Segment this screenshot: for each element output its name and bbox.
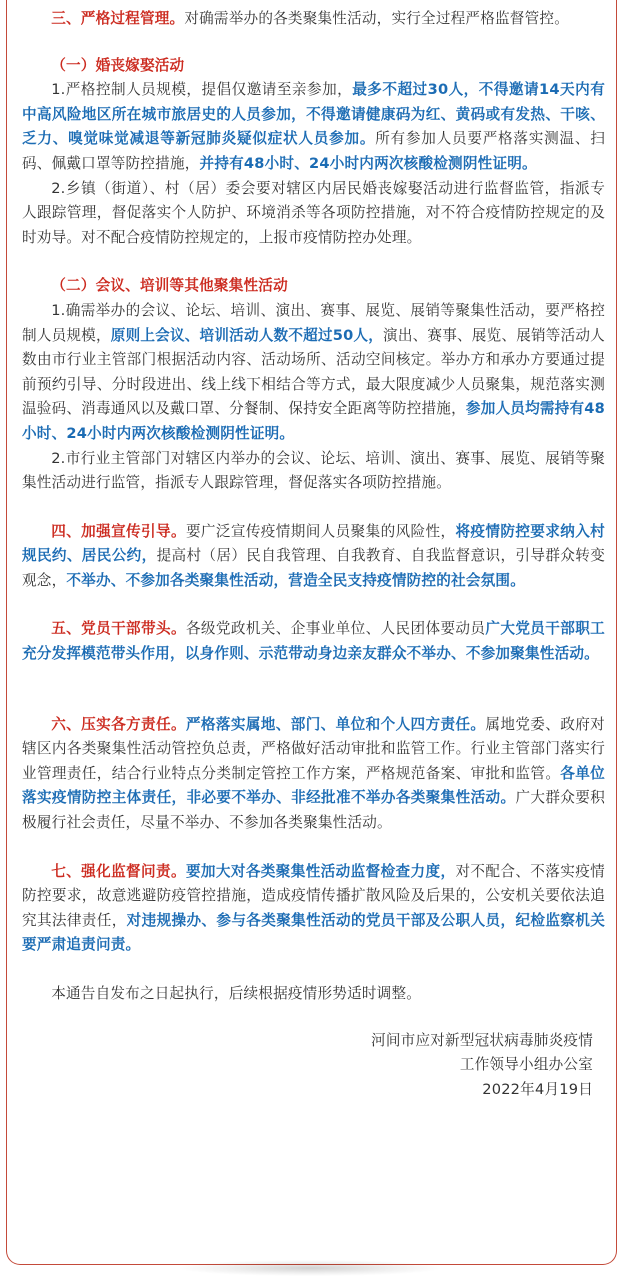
issue-date: 2022年4月19日 xyxy=(482,1080,593,1098)
closing-statement: 本通告自发布之日起执行，后续根据疫情形势适时调整。 xyxy=(51,985,422,1002)
section-6-highlight-a: 严格落实属地、部门、单位和个人四方责任。 xyxy=(185,715,486,733)
section-6-title: 六、压实各方责任。 xyxy=(51,715,186,733)
sub2-p1-text-a: 1.确需举办的会议、论坛、培训、演出、赛事、展览、展销等聚集性活动，要严格控制人员规模， xyxy=(22,301,605,344)
sub1-p1-text-c: 所有参加人员要严格落实测温、扫码、佩戴口罩等防控措施， xyxy=(22,130,605,172)
section-7-text-b: 对不配合、不落实疫情防控要求，故意逃避防疫管控措施，造成疫情传播扩散风险及后果的，公安机关要依法追究其法律责任， xyxy=(22,862,605,929)
sub2-p1-text-c: 演出、赛事、展览、展销等活动人数由市行业主管部门根据活动内容、活动场所、活动空间核定。举办方和承办方要通过提前预约引导、分时段进出、线上线下相结合等方式，最大限度减少人员聚集，规范落实测温验码、消毒通风以及戴口罩、分餐制、保持安全距离等防控措施， xyxy=(22,326,605,418)
section-6-text-b: 属地党委、政府对辖区内各类聚集性活动管控负总责，严格做好活动审批和监管工作。行业主管部门落实行业管理责任，结合行业特点分类制定管控工作方案，严格规范备案、审批和监管。 xyxy=(22,715,605,782)
subsection-1-item-2: 2.乡镇（街道）、村（居）委会要对辖区内居民婚丧嫁娶活动进行监督监管，指派专人跟踪管理，督促落实个人防护、环境消杀等各项防控措施，对不符合疫情防控规定的及时劝导。对不配合疫情防控规定的，上报市疫情防控办处理。 xyxy=(22,179,605,246)
section-4-text-a: 要广泛宣传疫情期间人员聚集的风险性， xyxy=(185,522,456,540)
section-7 xyxy=(22,860,605,958)
section-7-title: 七、强化监督问责。 xyxy=(51,862,186,880)
notice-body xyxy=(22,7,605,1102)
issuer-line-1: 河间市应对新型冠状病毒肺炎疫情 xyxy=(371,1031,593,1049)
section-4 xyxy=(22,520,605,594)
section-4-text-c: 提高村（居）民自我管理、自我教育、自我监督意识，引导群众转变观念， xyxy=(22,547,605,589)
subsection-1-title: （一）婚丧嫁娶活动 xyxy=(51,56,185,74)
section-7-highlight-a: 要加大对各类聚集性活动监督检查力度， xyxy=(185,862,456,880)
subsection-2-item-2: 2.市行业主管部门对辖区内举办的会议、论坛、培训、演出、赛事、展览、展销等聚集性活动进行监管，指派专人跟踪管理，督促落实各项防控措施。 xyxy=(22,449,605,492)
signature-block xyxy=(22,1029,605,1103)
sub1-p1-text-a: 1.严格控制人员规模，提倡仅邀请至亲参加， xyxy=(51,81,353,99)
section-6-text-d: 广大群众要积极履行社会责任，尽量不举办、不参加各类聚集性活动。 xyxy=(22,789,605,832)
subsection-2-item-1 xyxy=(22,299,605,447)
subsection-1-item-1 xyxy=(22,78,605,176)
section-3-number: 三、 xyxy=(51,10,81,27)
section-5 xyxy=(22,617,605,666)
section-4-title: 四、加强宣传引导。 xyxy=(51,522,186,540)
sub2-p1-highlight-d: 参加人员均需持有48小时、24小时内两次核酸检测阴性证明。 xyxy=(22,400,605,442)
subsection-2-title: （二）会议、培训等其他聚集性活动 xyxy=(51,277,288,295)
section-3-title: 严格过程管理。 xyxy=(80,10,185,27)
section-5-title: 五、党员干部带头。 xyxy=(51,620,186,638)
sub1-p1-highlight-b: 最多不超过30人，不得邀请14天内有中高风险地区所在城市旅居史的人员参加，不得邀请健康码为红、黄码或有发热、干咳、乏力、嗅觉味觉减退等新冠肺炎疑似症状人员参加。 xyxy=(22,81,605,148)
sub2-p1-highlight-b: 原则上会议、培训活动人数不超过50人， xyxy=(110,326,384,344)
section-3-text: 对确需举办的各类聚集性活动，实行全过程严格监督管控。 xyxy=(184,10,569,27)
section-6 xyxy=(22,713,605,836)
section-4-highlight-b: 将疫情防控要求纳入村规民约、居民公约， xyxy=(22,522,605,565)
section-5-highlight-b: 广大党员干部职工充分发挥模范带头作用，以身作则、示范带动身边亲友群众不举办、不参加聚集性活动。 xyxy=(22,620,605,663)
section-5-text-a: 各级党政机关、企事业单位、人民团体要动员 xyxy=(185,620,486,638)
sub1-p1-highlight-d: 并持有48小时、24小时内两次核酸检测阴性证明。 xyxy=(199,154,537,172)
section-7-highlight-c: 对违规操办、参与各类聚集性活动的党员干部及公职人员，纪检监察机关要严肃追责问责。 xyxy=(22,911,605,954)
section-6-highlight-c: 各单位落实疫情防控主体责任，非必要不举办、非经批准不举办各类聚集性活动。 xyxy=(22,764,605,807)
section-3 xyxy=(22,7,605,32)
page-curl-shadow xyxy=(180,1260,440,1276)
section-4-highlight-d: 不举办、不参加各类聚集性活动，营造全民支持疫情防控的社会氛围。 xyxy=(66,571,525,589)
issuer-line-2: 工作领导小组办公室 xyxy=(459,1056,593,1074)
